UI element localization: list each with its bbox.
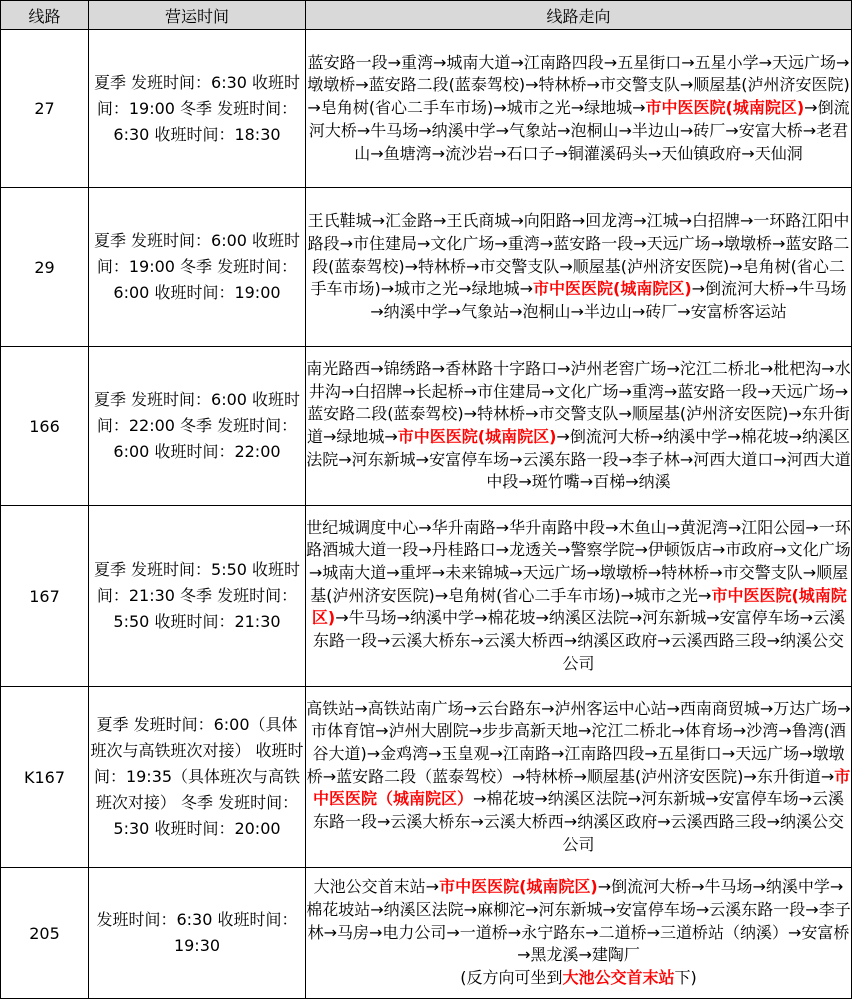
header-route: 线路 — [1, 1, 89, 30]
path-text: 蓝安路一段→重湾→城南大道→江南路四段→五星街口→五星小学→天远广场→墩墩桥→蓝安路二段(蓝泰驾校)→特林桥→市交警支队→顺屋基(泸州济安医院)→皂角树(省心二手车市场)→城市之光→绿地城→ — [307, 52, 850, 118]
operating-hours: 发班时间：6:30 收班时间：19:30 — [89, 868, 306, 999]
route-path — [306, 188, 852, 347]
table-row — [1, 30, 852, 188]
reverse-note: (反方向可坐到 — [460, 968, 563, 988]
header-hours: 营运时间 — [89, 1, 306, 30]
route-number: K167 — [1, 687, 89, 868]
operating-hours: 夏季 发班时间：6:00（具体班次与高铁班次对接） 收班时间：19:35（具体班次与高铁班次对接） 冬季 发班时间：5:30 收班时间：20:00 — [89, 687, 306, 868]
route-path — [306, 347, 852, 506]
header-row — [1, 1, 852, 30]
route-path — [306, 687, 852, 868]
route-path — [306, 868, 852, 999]
highlight-stop: 市中医医院（城南院区） — [312, 766, 851, 809]
route-number: 167 — [1, 506, 89, 687]
table-row — [1, 506, 852, 687]
route-path — [306, 30, 852, 188]
path-text: →倒流河大桥→牛马场→纳溪中学→气象站→泡桐山→半边山→砖厂→安富桥客运站 — [370, 279, 847, 322]
path-text: 南光路西→锦绣路→香林路十字路口→泸州老窖广场→沱江二桥北→枇杷沟→水井沟→白招牌→长起桥→市住建局→文化广场→重湾→蓝安路一段→天远广场→蓝安路二段(蓝泰驾校)→特林桥→市交警支队→顺屋基(泸州济安医院)→东升街道→绿地城→ — [306, 358, 851, 446]
path-text: →倒流河大桥→纳溪中学→棉花坡→纳溪区法院→河东新城→安富停车场→云溪东路一段→李子林→河西大道口→河西大道中段→斑竹嘴→百梯→纳溪 — [306, 427, 851, 492]
path-text: →棉花坡→纳溪区法院→河东新城→安富停车场→云溪东路一段→云溪大桥东→云溪大桥西→纳溪区政府→云溪西路三段→纳溪公交公司 — [312, 789, 845, 854]
path-text: →牛马场→纳溪中学→棉花坡→纳溪区法院→河东新城→安富停车场→云溪东路一段→云溪大桥东→云溪大桥西→纳溪区政府→云溪西路三段→纳溪公交公司 — [312, 608, 846, 673]
route-number: 27 — [1, 30, 89, 188]
path-text: 王氏鞋城→汇金路→王氏商城→向阳路→回龙湾→江城→白招牌→一环路江阳中路段→市住建局→文化广场→重湾→蓝安路一段→天远广场→墩墩桥→蓝安路二段(蓝泰驾校)→特林桥→市交警支队→顺屋基(泸州济安医院)→皂角树(省心二手车市场)→城市之光→绿地城→ — [307, 211, 850, 299]
route-number: 205 — [1, 868, 89, 999]
highlight-stop: 市中医医院(城南院区) — [311, 585, 847, 628]
highlight-stop: 大池公交首末站 — [562, 968, 675, 988]
table-row — [1, 347, 852, 506]
highlight-stop: 市中医医院(城南院区) — [397, 427, 557, 446]
highlight-stop: 市中医医院(城南院区) — [645, 98, 805, 118]
operating-hours: 夏季 发班时间：5:50 收班时间：21:30 冬季 发班时间：5:50 收班时间：21:30 — [89, 506, 306, 687]
highlight-stop: 市中医医院(城南院区) — [533, 279, 692, 299]
operating-hours: 夏季 发班时间：6:00 收班时间：19:00 冬季 发班时间：6:00 收班时间：19:00 — [89, 188, 306, 347]
route-number: 29 — [1, 188, 89, 347]
operating-hours: 夏季 发班时间：6:30 收班时间：19:00 冬季 发班时间：6:30 收班时间：18:30 — [89, 30, 306, 188]
route-number: 166 — [1, 347, 89, 506]
operating-hours: 夏季 发班时间：6:00 收班时间：22:00 冬季 发班时间：6:00 收班时间：22:00 — [89, 347, 306, 506]
path-text: →倒流河大桥→牛马场→纳溪中学→气象站→泡桐山→半边山→砖厂→安富大桥→老君山→鱼塘湾→流沙岩→石口子→铜灌溪码头→天仙镇政府→天仙洞 — [308, 98, 850, 163]
path-text: →倒流河大桥→牛马场→纳溪中学→棉花坡站→纳溪区法院→麻柳沱→河东新城→安富停车场→云溪东路一段→李子林→马房→电力公司→一道桥→永宁路东→二道桥→三道桥站（纳溪）→安富桥→黑龙溪→建陶厂 — [306, 877, 851, 965]
header-path: 线路走向 — [306, 1, 852, 30]
table-row — [1, 868, 852, 999]
path-text: 高铁站→高铁站南广场→云台路东→泸州客运中心站→西南商贸城→万达广场→市体育馆→泸州大剧院→步步高新天地→沱江二桥北→体育场→沙湾→鲁湾(酒谷大道)→金鸡湾→玉皇观→江南路→江南路四段→五星街口→天远广场→墩墩桥→蓝安路二段（蓝泰驾校）→特林桥→顺屋基(泸州济安医院)→东升街道→ — [306, 698, 851, 786]
path-text: 大池公交首末站→ — [313, 877, 440, 897]
path-text: 世纪城调度中心→华升南路→华升南路中段→木鱼山→黄泥湾→江阳公园→一环路酒城大道一段→丹桂路口→龙透关→警察学院→伊顿饭店→市政府→文化广场→城南大道→重坪→未来锦城→天远广场→墩墩桥→特林桥→市交警支队→顺屋基(泸州济安医院)→皂角树(省心二手车市场)→城市之光→ — [306, 517, 851, 605]
table-row — [1, 188, 852, 347]
table-row — [1, 687, 852, 868]
highlight-stop: 市中医医院(城南院区) — [439, 877, 598, 897]
reverse-note: 下) — [674, 968, 697, 988]
route-path — [306, 506, 852, 687]
